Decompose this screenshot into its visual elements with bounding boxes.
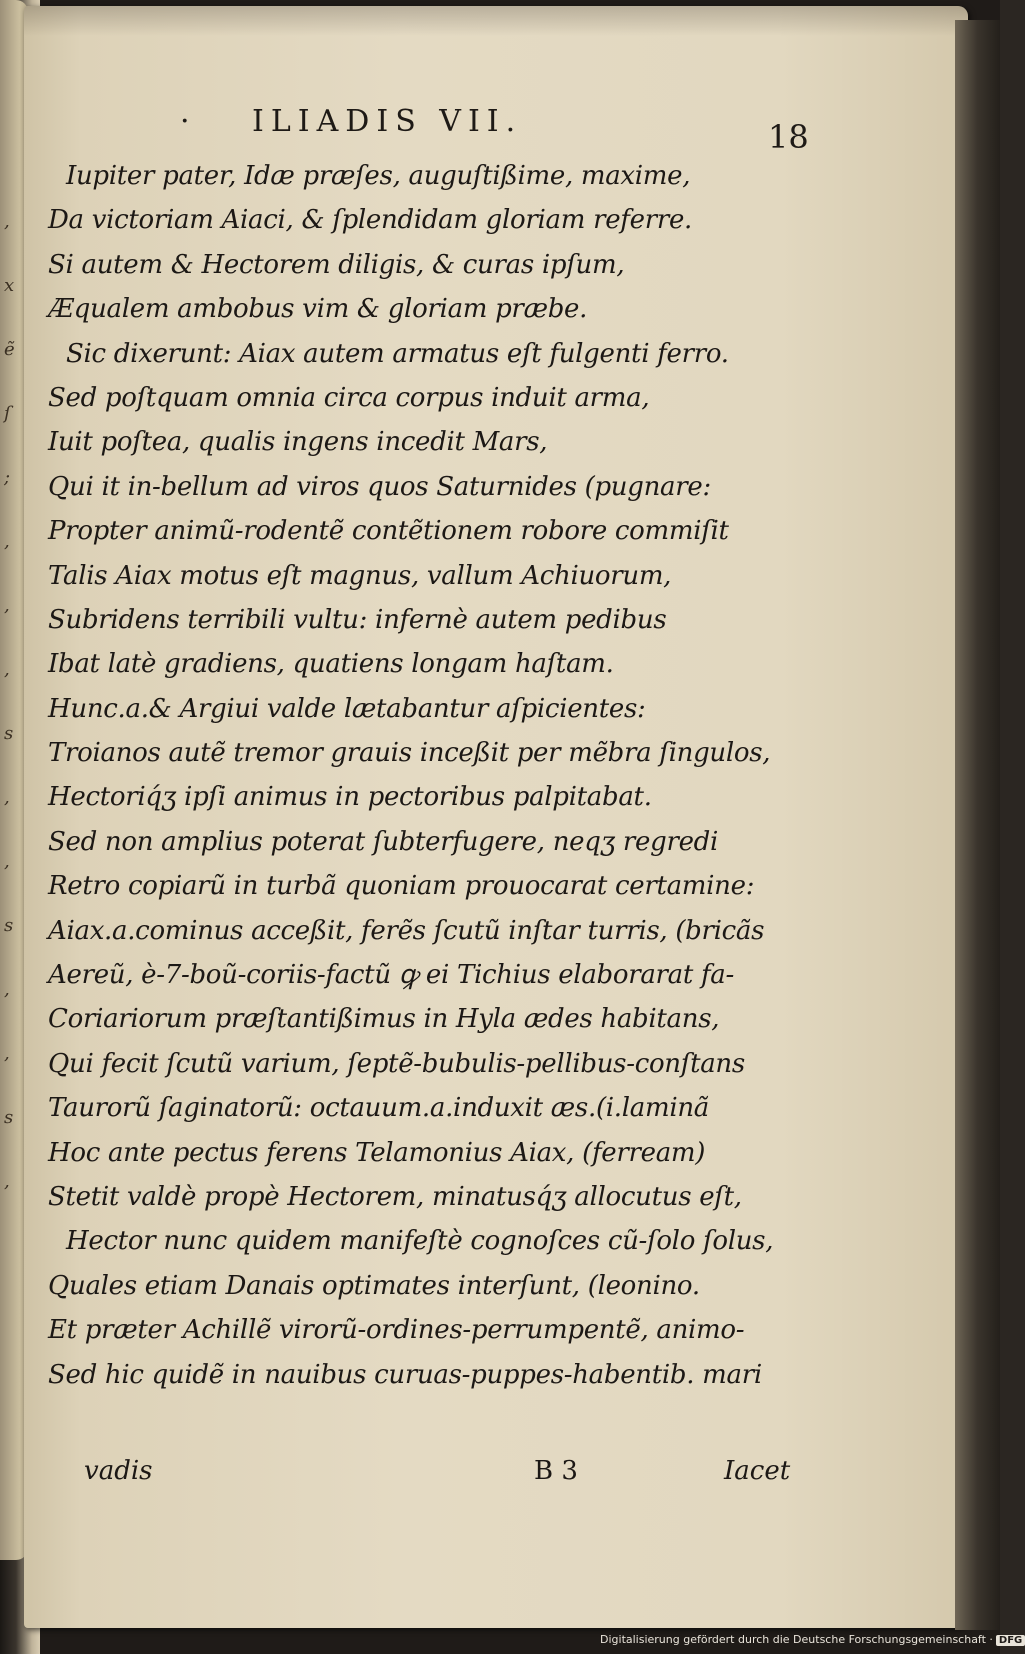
catchword: Iacet	[724, 1456, 791, 1486]
text-line: Hector nunc quidem manifeſtè cognoſces cũ-ſolo ſolus,	[66, 1226, 774, 1257]
header-dot: ·	[180, 104, 197, 139]
text-line: Stetit valdè propè Hectorem, minatusq́ʒ allocutus eſt,	[48, 1181, 742, 1212]
text-line: Sic dixerunt: Aiax autem armatus eſt fulgenti ferro.	[66, 338, 729, 369]
dfg-logo: DFG	[996, 1635, 1025, 1646]
text-line: Coriariorum præſtantißimus in Hyla ædes habitans,	[48, 1004, 720, 1035]
text-line: Ibat latè gradiens, quatiens longam haſtam.	[48, 649, 614, 680]
footer-catchword-left: vadis	[84, 1456, 153, 1486]
text-line: Iuit poſtea, qualis ingens incedit Mars,	[48, 427, 548, 458]
text-line: Troianos autẽ tremor grauis inceßit per mẽbra ſingulos,	[48, 738, 771, 769]
text-line: Hectoriq́ʒ ipſi animus in pectoribus palpitabat.	[48, 782, 652, 813]
digitization-credit	[600, 1633, 1023, 1651]
page-top-shadow	[24, 6, 968, 36]
text-line: Propter animũ-rodentẽ contẽtionem robore commiſit	[48, 516, 729, 547]
signature-mark: B 3	[534, 1456, 578, 1486]
page-footer	[84, 1456, 814, 1496]
text-line: Da victoriam Aiaci, & ſplendidam gloriam referre.	[48, 205, 692, 236]
running-header	[180, 104, 780, 144]
text-line: Qui fecit ſcutũ varium, ſeptẽ-bubulis-pellibus-conſtans	[48, 1048, 745, 1079]
text-line: Subridens terribili vultu: infernè autem pedibus	[48, 604, 667, 635]
text-line: Hunc.a.& Argiui valde lætabantur aſpicientes:	[48, 693, 646, 724]
text-line: Si autem & Hectorem diligis, & curas ipſum,	[48, 249, 625, 280]
text-line: Et præter Achillẽ virorũ-ordines-perrumpentẽ, animo-	[48, 1315, 745, 1346]
credit-text: Digitalisierung gefördert durch die Deutsche Forschungsgemeinschaft ·	[600, 1633, 993, 1646]
text-line: Qui it in-bellum ad viros quos Saturnides (pugnare:	[48, 471, 711, 502]
verse-text	[48, 154, 808, 1397]
text-line: Sed non amplius poterat ſubterfugere, neqʒ regredi	[48, 826, 719, 857]
text-line: Aiax.a.cominus acceßit, ferẽs ſcutũ inſtar turris, (bricãs	[48, 915, 765, 946]
facing-page-margin-letters: , x ẽ ſ ; , , , s , , s , , s ,	[4, 211, 15, 1192]
text-line: Retro copiarũ in turbã quoniam prouocarat certamine:	[48, 871, 755, 902]
text-line: Taurorũ ſaginatorũ: octauum.a.induxit æs.(i.laminã	[48, 1093, 710, 1124]
text-line: Æqualem ambobus vim & gloriam præbe.	[48, 294, 588, 325]
text-line: Hoc ante pectus ferens Telamonius Aiax, (ferream)	[48, 1137, 706, 1168]
text-line: Quales etiam Danais optimates interſunt, (leonino.	[48, 1270, 700, 1301]
running-title: ILIADIS VII.	[252, 104, 523, 139]
text-line: Sed poſtquam omnia circa corpus induit arma,	[48, 382, 650, 413]
text-line: Iupiter pater, Idæ præſes, auguſtißime, maxime,	[66, 161, 691, 191]
page-number: 18	[768, 118, 809, 156]
right-page-edge	[955, 20, 1000, 1630]
text-line: Talis Aiax motus eſt magnus, vallum Achiuorum,	[48, 560, 672, 591]
text-line: Aereũ, è-7-boũ-coriis-factũ ꝙ ei Tichius elaborarat fa-	[48, 960, 734, 991]
text-line: Sed hic quidẽ in nauibus curuas-puppes-habentib. mari	[48, 1359, 762, 1390]
